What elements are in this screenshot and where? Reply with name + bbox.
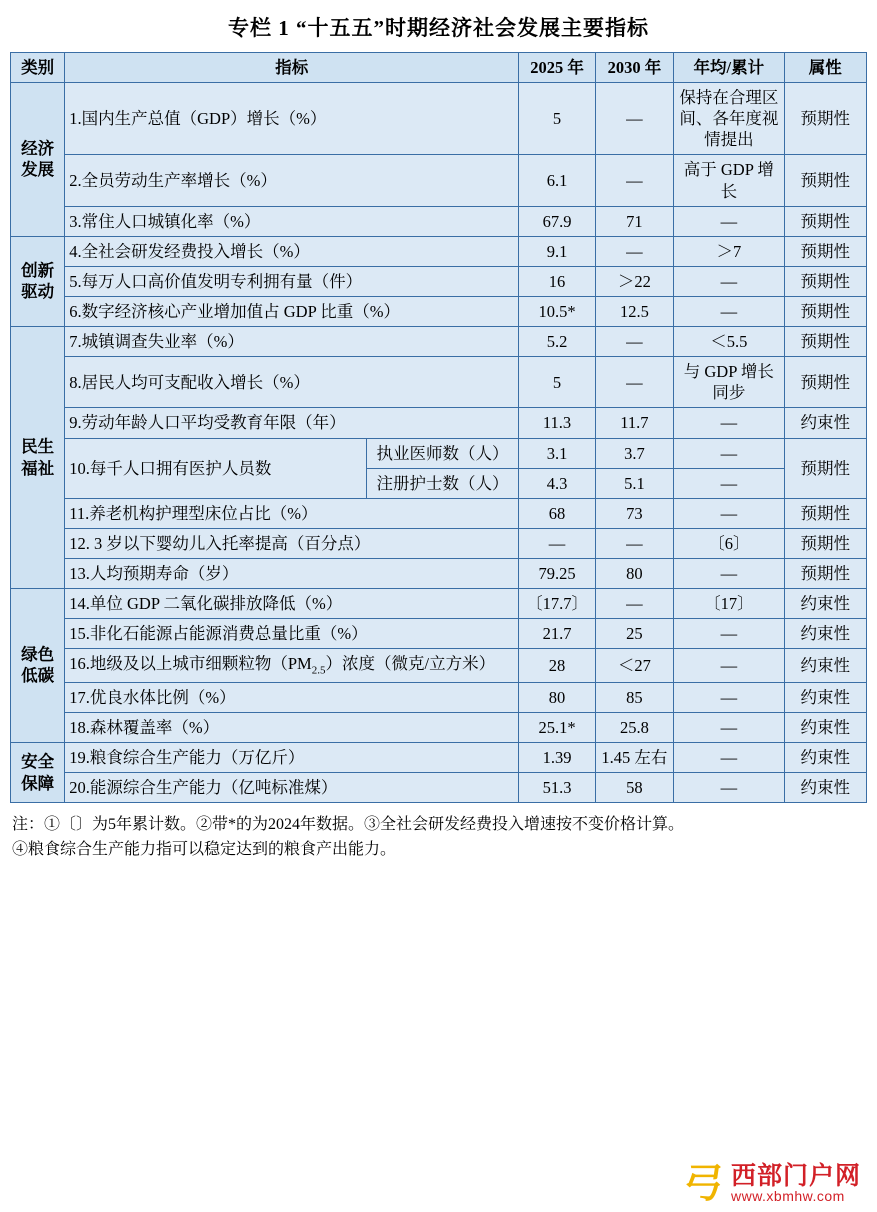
value-2030: 12.5: [595, 296, 673, 326]
table-header-row: [11, 53, 867, 83]
indicator-label: 14.单位 GDP 二氧化碳排放降低（%）: [65, 589, 519, 619]
value-2030: —: [595, 357, 673, 408]
header-category: 类别: [11, 53, 65, 83]
value-2025: 5: [519, 357, 595, 408]
value-2025: 9.1: [519, 236, 595, 266]
value-average: ＜5.5: [674, 327, 785, 357]
sub-indicator-label: 执业医师数（人）: [366, 438, 519, 468]
watermark-site-name: 西部门户网: [730, 1162, 861, 1191]
value-2030: —: [595, 327, 673, 357]
value-2030: 5.1: [595, 468, 673, 498]
watermark: [679, 1160, 861, 1207]
indicator-label: 13.人均预期寿命（岁）: [65, 558, 519, 588]
indicators-table: [10, 52, 867, 803]
value-2030: —: [595, 155, 673, 206]
value-2025: 51.3: [519, 773, 595, 803]
table-row: [11, 528, 867, 558]
value-2030: —: [595, 83, 673, 155]
table-row: [11, 589, 867, 619]
value-attribute: 预期性: [784, 357, 866, 408]
value-2030: 85: [595, 682, 673, 712]
header-average: 年均/累计: [674, 53, 785, 83]
category-innovation: 创新驱动: [11, 236, 65, 326]
value-attribute: 约束性: [784, 712, 866, 742]
value-attribute: 预期性: [784, 83, 866, 155]
value-2025: 16: [519, 266, 595, 296]
table-row: [11, 296, 867, 326]
value-2025: 6.1: [519, 155, 595, 206]
indicator-label: 12. 3 岁以下婴幼儿入托率提高（百分点）: [65, 528, 519, 558]
indicator-label: 6.数字经济核心产业增加值占 GDP 比重（%）: [65, 296, 519, 326]
value-2030: —: [595, 236, 673, 266]
value-attribute: 预期性: [784, 296, 866, 326]
value-2030: 25.8: [595, 712, 673, 742]
value-2030: 58: [595, 773, 673, 803]
value-2030: ＜27: [595, 649, 673, 682]
indicator-label-pm25: 16.地级及以上城市细颗粒物$(PM_{2.5})$浓度（微克/立方米）: [65, 649, 519, 682]
value-attribute: 预期性: [784, 155, 866, 206]
value-2030: 80: [595, 558, 673, 588]
table-row: [11, 619, 867, 649]
watermark-text: [731, 1163, 861, 1204]
header-attribute: 属性: [784, 53, 866, 83]
value-2030: 3.7: [595, 438, 673, 468]
indicator-label: 17.优良水体比例（%）: [65, 682, 519, 712]
value-attribute: 约束性: [784, 682, 866, 712]
table-row: [11, 558, 867, 588]
table-row: [11, 682, 867, 712]
value-average: —: [674, 712, 785, 742]
value-average: —: [674, 773, 785, 803]
table-row: [11, 327, 867, 357]
indicator-label: 15.非化石能源占能源消费总量比重（%）: [65, 619, 519, 649]
value-2025: 5.2: [519, 327, 595, 357]
value-2030: 11.7: [595, 408, 673, 438]
value-average: —: [674, 266, 785, 296]
indicator-label: 8.居民人均可支配收入增长（%）: [65, 357, 519, 408]
table-row: [11, 206, 867, 236]
value-average: —: [674, 742, 785, 772]
table-row: [11, 155, 867, 206]
header-year-2030: 2030 年: [595, 53, 673, 83]
indicator-label: 18.森林覆盖率（%）: [65, 712, 519, 742]
value-average: —: [674, 558, 785, 588]
table-row: [11, 712, 867, 742]
category-green: 绿色低碳: [11, 589, 65, 743]
watermark-logo-icon: 弓: [679, 1160, 727, 1207]
value-2025: 1.39: [519, 742, 595, 772]
value-average: 〔17〕: [674, 589, 785, 619]
value-average: —: [674, 296, 785, 326]
value-2025: 10.5*: [519, 296, 595, 326]
footnote-line-2: ④粮食综合生产能力指可以稳定达到的粮食产出能力。: [12, 840, 397, 858]
value-average: —: [674, 438, 785, 468]
value-average: —: [674, 682, 785, 712]
value-2025: 3.1: [519, 438, 595, 468]
watermark-site-url: www.xbmhw.com: [730, 1188, 845, 1205]
value-attribute: 预期性: [784, 498, 866, 528]
value-attribute: 约束性: [784, 619, 866, 649]
table-row: [11, 498, 867, 528]
table-row: [11, 266, 867, 296]
indicator-label: 10.每千人口拥有医护人员数: [65, 438, 366, 498]
indicator-label: 2.全员劳动生产率增长（%）: [65, 155, 519, 206]
value-2030: 71: [595, 206, 673, 236]
value-attribute: 预期性: [784, 528, 866, 558]
value-average: —: [674, 408, 785, 438]
table-row: [11, 236, 867, 266]
value-average: 高于 GDP 增长: [674, 155, 785, 206]
indicator-label: 7.城镇调查失业率（%）: [65, 327, 519, 357]
category-livelihood: 民生福祉: [11, 327, 65, 589]
sub-indicator-label: 注册护士数（人）: [366, 468, 519, 498]
value-attribute: 预期性: [784, 266, 866, 296]
value-average: —: [674, 619, 785, 649]
value-2030: 1.45 左右: [595, 742, 673, 772]
value-attribute: 约束性: [784, 649, 866, 682]
indicator-label: 4.全社会研发经费投入增长（%）: [65, 236, 519, 266]
table-footnote: [10, 813, 869, 863]
value-2025: 80: [519, 682, 595, 712]
value-average: —: [674, 649, 785, 682]
value-average: ＞7: [674, 236, 785, 266]
table-row: [11, 649, 867, 682]
indicator-label: 3.常住人口城镇化率（%）: [65, 206, 519, 236]
value-2030: —: [595, 589, 673, 619]
value-average: 〔6〕: [674, 528, 785, 558]
indicator-label: 5.每万人口高价值发明专利拥有量（件）: [65, 266, 519, 296]
value-2025: 25.1*: [519, 712, 595, 742]
value-average: 保持在合理区间、各年度视情提出: [674, 83, 785, 155]
value-2025: 21.7: [519, 619, 595, 649]
header-indicator: 指标: [65, 53, 519, 83]
table-row: [11, 408, 867, 438]
value-2025: 68: [519, 498, 595, 528]
indicator-label: 11.养老机构护理型床位占比（%）: [65, 498, 519, 528]
value-attribute: 预期性: [784, 236, 866, 266]
value-2030: —: [595, 528, 673, 558]
value-2030: 25: [595, 619, 673, 649]
value-2030: 73: [595, 498, 673, 528]
value-2025: 4.3: [519, 468, 595, 498]
value-average: —: [674, 206, 785, 236]
value-2025: 〔17.7〕: [519, 589, 595, 619]
value-2025: 67.9: [519, 206, 595, 236]
value-attribute: 预期性: [784, 558, 866, 588]
table-row: [11, 438, 867, 468]
indicator-label: 19.粮食综合生产能力（万亿斤）: [65, 742, 519, 772]
indicator-label: 1.国内生产总值（GDP）增长（%）: [65, 83, 519, 155]
category-security: 安全保障: [11, 742, 65, 802]
value-attribute: 预期性: [784, 206, 866, 236]
value-2025: —: [519, 528, 595, 558]
value-average: —: [674, 498, 785, 528]
value-2030: ＞22: [595, 266, 673, 296]
value-attribute: 约束性: [784, 773, 866, 803]
category-economy: 经济发展: [11, 83, 65, 237]
footnote-line-1: 注：①〔〕为5年累计数。②带*的为2024年数据。③全社会研发经费投入增速按不变价格计算。: [12, 816, 685, 834]
value-2025: 28: [519, 649, 595, 682]
indicator-label: 9.劳动年龄人口平均受教育年限（年）: [65, 408, 519, 438]
value-2025: 79.25: [519, 558, 595, 588]
value-average: 与 GDP 增长同步: [674, 357, 785, 408]
value-2025: 11.3: [519, 408, 595, 438]
table-row: [11, 357, 867, 408]
value-attribute: 约束性: [784, 589, 866, 619]
value-attribute: 预期性: [784, 438, 866, 498]
table-row: [11, 773, 867, 803]
page-title: 专栏 1 “十五五”时期经济社会发展主要指标: [228, 16, 649, 40]
value-attribute: 约束性: [784, 742, 866, 772]
value-attribute: 约束性: [784, 408, 866, 438]
table-row: [11, 83, 867, 155]
table-row: [11, 742, 867, 772]
value-2025: 5: [519, 83, 595, 155]
value-attribute: 预期性: [784, 327, 866, 357]
header-year-2025: 2025 年: [519, 53, 595, 83]
value-average: —: [674, 468, 785, 498]
indicator-label: 20.能源综合生产能力（亿吨标准煤）: [65, 773, 519, 803]
